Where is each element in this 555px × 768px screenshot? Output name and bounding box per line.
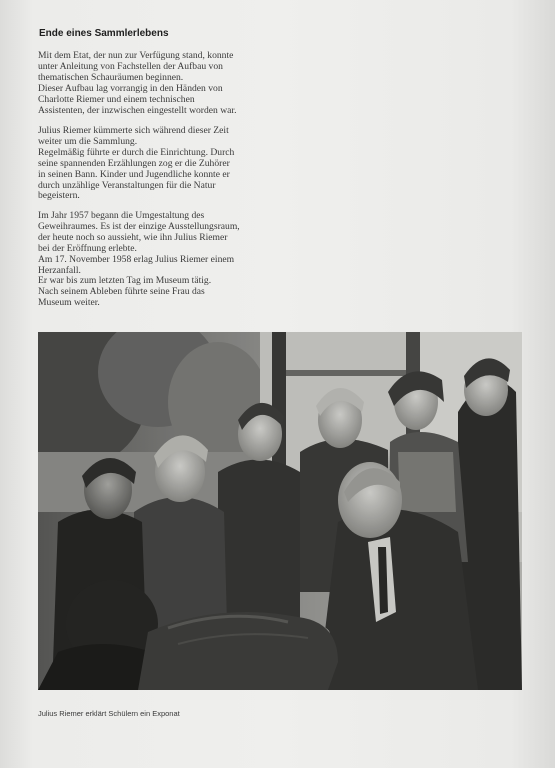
text-line: unter Anleitung von Fachstellen der Aufbau von <box>38 60 223 72</box>
text-line: Julius Riemer kümmerte sich während dieser Zeit <box>38 125 229 136</box>
text-line: durch unzählige Veranstaltungen für die Natur <box>38 179 216 191</box>
paragraph-3 <box>38 211 288 309</box>
text-line: der heute noch so aussieht, wie ihn Julius Riemer <box>38 231 228 243</box>
text-line: Am 17. November 1958 erlag Julius Riemer einem <box>38 253 235 265</box>
text-line: seine spannenden Erzählungen zog er die Zuhörer <box>38 157 230 169</box>
text-line: in seinen Bann. Kinder und Jugendliche konnte er <box>38 168 230 180</box>
paragraph-2 <box>38 126 288 202</box>
text-line: begeistern. <box>38 190 80 202</box>
photo-caption: Julius Riemer erklärt Schülern ein Exponat <box>38 709 180 718</box>
text-line: Charlotte Riemer und einem technischen <box>38 93 195 105</box>
text-line: Assistenten, der inzwischen eingestellt worden war. <box>38 104 237 116</box>
text-line: Museum weiter. <box>38 297 100 309</box>
text-line: Regelmäßig führte er durch die Einrichtung. Durch <box>38 146 235 158</box>
page-title: Ende eines Sammlerlebens <box>39 28 169 39</box>
text-line: thematischen Schauräumen beginnen. <box>38 71 184 83</box>
historic-photograph <box>38 332 522 690</box>
text-line: bei der Eröffnung erlebte. <box>38 242 137 254</box>
text-line: weiter um die Sammlung. <box>38 135 138 147</box>
paragraph-1 <box>38 51 288 116</box>
photo-illustration <box>38 332 522 690</box>
text-line: Er war bis zum letzten Tag im Museum tätig. <box>38 275 212 287</box>
text-line: Nach seinem Ableben führte seine Frau das <box>38 286 205 298</box>
text-line: Dieser Aufbau lag vorrangig in den Händen von <box>38 82 223 94</box>
text-line: Im Jahr 1957 begann die Umgestaltung des <box>38 210 205 221</box>
text-line: Geweihraumes. Es ist der einzige Ausstellungsraum, <box>38 220 240 232</box>
text-line: Mit dem Etat, der nun zur Verfügung stand, konnte <box>38 50 234 61</box>
text-line: Herzanfall. <box>38 264 81 276</box>
